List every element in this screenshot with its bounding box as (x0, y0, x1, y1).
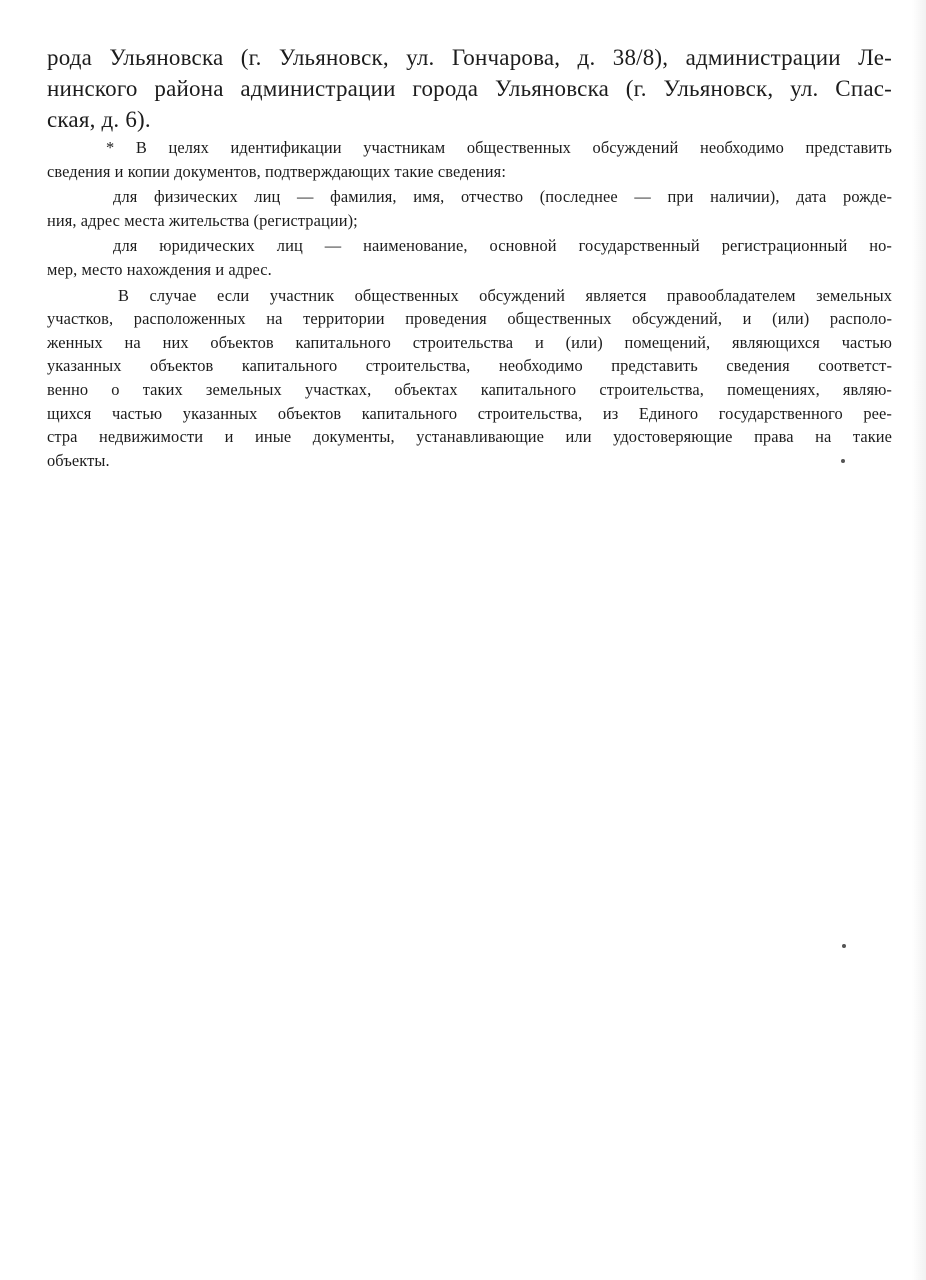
text-line: для физических лиц — фамилия, имя, отчество (последнее — при наличии), дата рожде- (113, 187, 892, 207)
address-paragraph (47, 42, 892, 135)
text-line: сведения и копии документов, подтверждающих такие сведения: (47, 161, 506, 181)
text-line: стра недвижимости и иные документы, устанавливающие или удостоверяющие права на такие (47, 427, 892, 447)
document-body (47, 42, 892, 472)
scan-speck (842, 944, 846, 948)
text-line: объекты. (47, 450, 110, 470)
scan-edge-shadow (912, 0, 926, 1280)
owners-paragraph (47, 284, 892, 473)
footnote-paragraph (47, 136, 892, 183)
text-line: В случае если участник общественных обсуждений является правообладателем земельных (118, 285, 892, 305)
text-line: * В целях идентификации участникам общественных обсуждений необходимо представить (106, 138, 892, 157)
text-line: для юридических лиц — наименование, основной государственный регистрационный но- (113, 236, 892, 256)
text-line: щихся частью указанных объектов капитального строительства, из Единого государственного рее- (47, 403, 892, 423)
text-line: участков, расположенных на территории проведения общественных обсуждений, и (или) располо- (47, 309, 892, 329)
text-line: ния, адрес места жительства (регистрации); (47, 210, 358, 230)
text-line: мер, место нахождения и адрес. (47, 259, 272, 279)
text-line: ская, д. 6). (47, 107, 151, 132)
individuals-paragraph (47, 185, 892, 232)
text-line: указанных объектов капитального строительства, необходимо представить сведения соответст- (47, 356, 892, 376)
scan-speck (841, 459, 845, 463)
legal-entities-paragraph (47, 234, 892, 281)
text-line: венно о таких земельных участках, объектах капитального строительства, помещениях, являю- (47, 379, 892, 399)
text-line: женных на них объектов капитального строительства и (или) помещений, являющихся частью (47, 332, 892, 352)
text-line: нинского района администрации города Ульяновска (г. Ульяновск, ул. Спас- (47, 76, 892, 101)
text-line: рода Ульяновска (г. Ульяновск, ул. Гончарова, д. 38/8), администрации Ле- (47, 45, 892, 70)
